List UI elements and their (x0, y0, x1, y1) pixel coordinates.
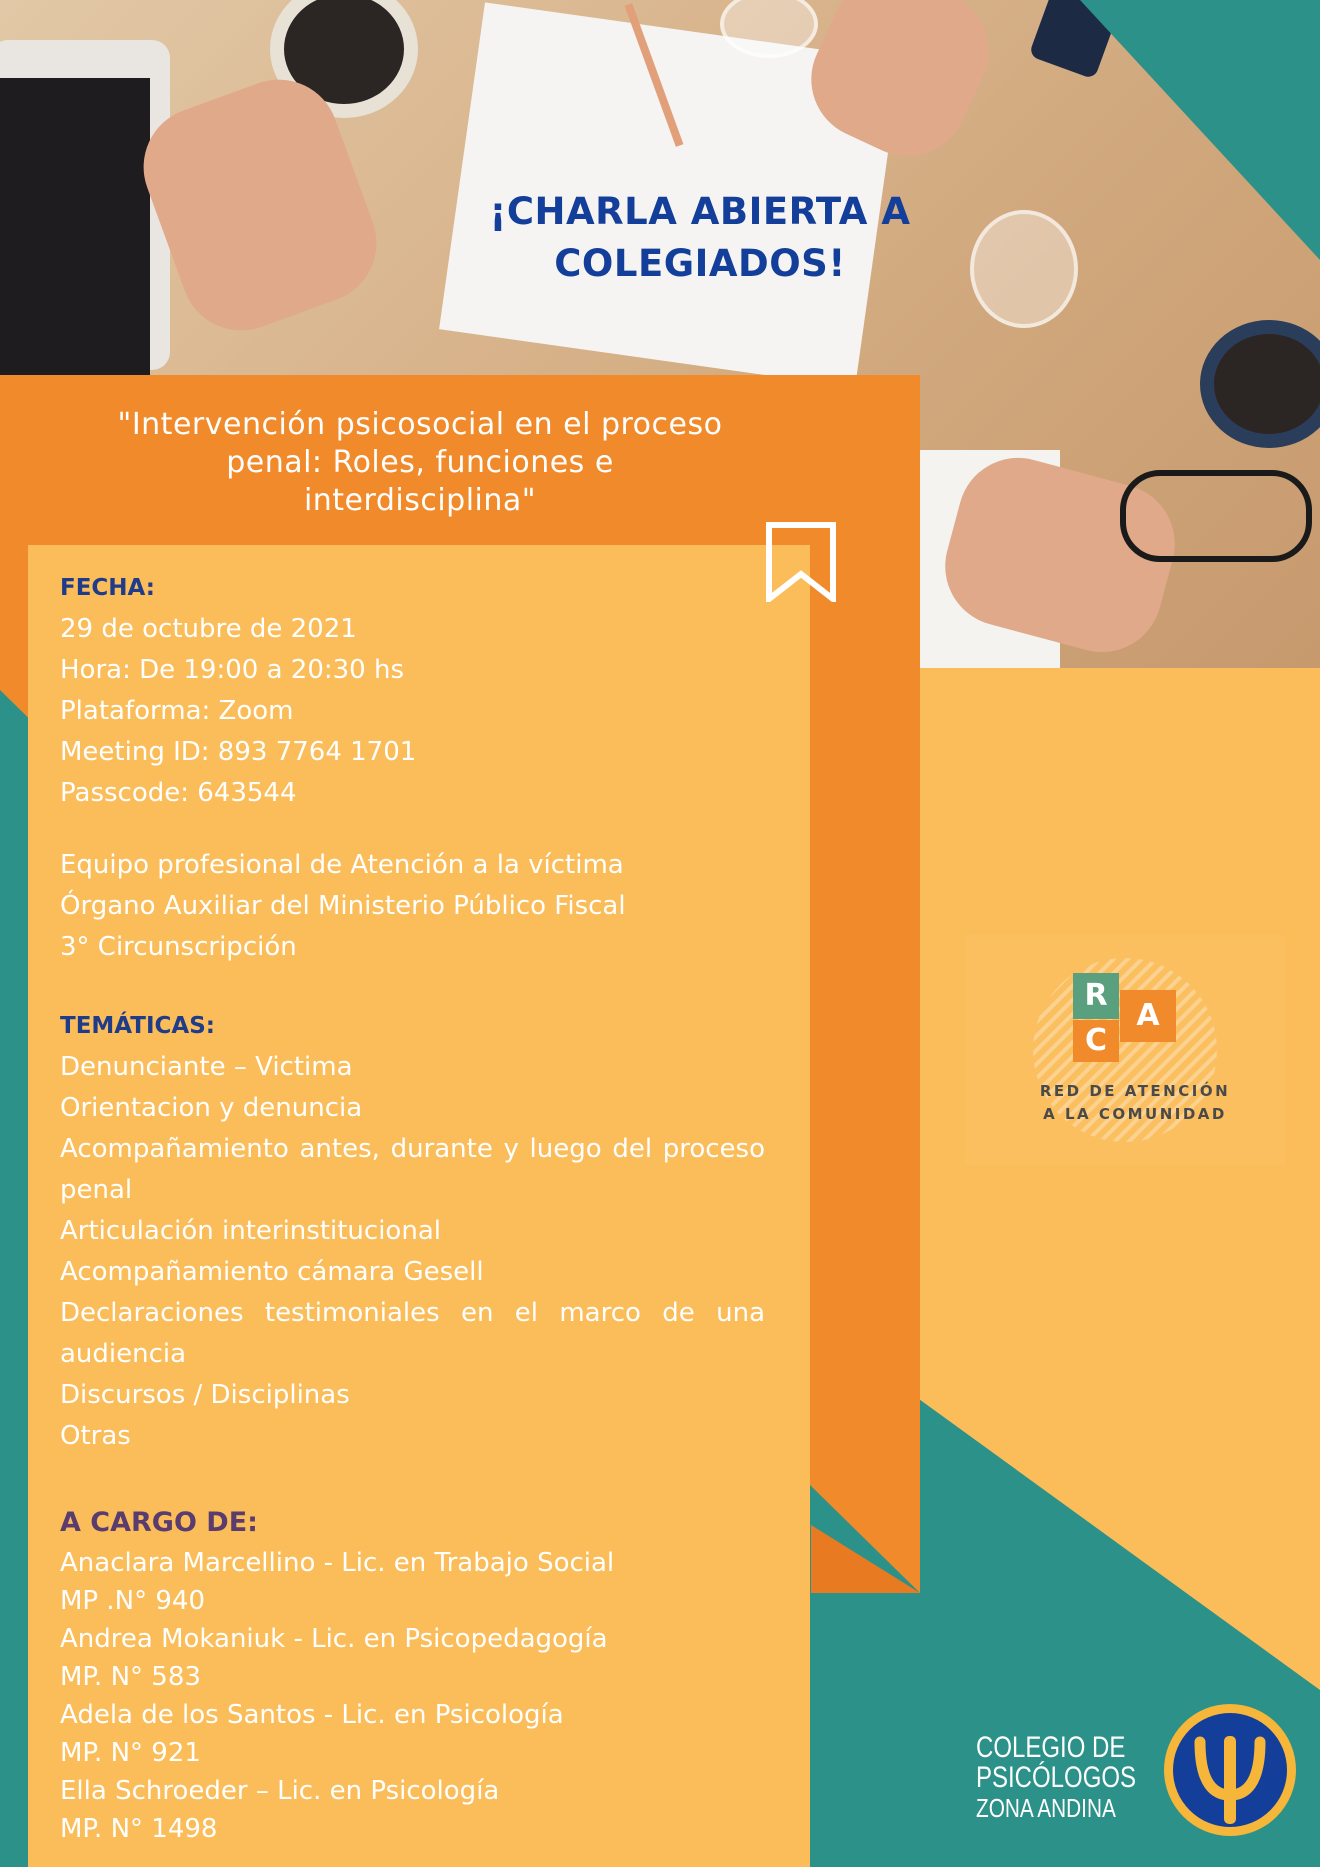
talk-title-line-1: "Intervención psicosocial en el proceso (117, 407, 723, 442)
speaker-name: Ella Schroeder – Lic. en Psicología (60, 1776, 500, 1806)
topic-item: Otras (60, 1421, 131, 1451)
rac-caption-line-1: RED DE ATENCIÓN (1039, 1082, 1231, 1100)
speaker-name: Anaclara Marcellino - Lic. en Trabajo Social (60, 1548, 615, 1578)
talk-title-line-3: interdisciplina" (303, 483, 537, 518)
colegio-line-3: ZONA ANDINA (976, 1793, 1116, 1823)
topics-block (60, 1006, 765, 1457)
organizer-block (60, 845, 765, 968)
speakers-label: A CARGO DE: (60, 1507, 258, 1538)
event-platform: Plataforma: Zoom (60, 696, 294, 726)
rac-caption (1015, 1080, 1255, 1126)
topic-item: Acompañamiento antes, durante y luego del proceso penal (60, 1134, 765, 1205)
speaker-mp: MP .N° 940 (60, 1586, 205, 1616)
speaker-name: Andrea Mokaniuk - Lic. en Psicopedagogía (60, 1624, 608, 1654)
topic-item: Articulación interinstitucional (60, 1216, 441, 1246)
speaker-mp: MP. N° 1498 (60, 1814, 218, 1844)
talk-title-line-2: penal: Roles, funciones e (226, 445, 614, 480)
organizer-line-3: 3° Circunscripción (60, 932, 297, 962)
headline (440, 186, 960, 290)
headline-line-1: ¡CHARLA ABIERTA A (489, 190, 911, 233)
speaker-mp: MP. N° 583 (60, 1662, 201, 1692)
psi-icon (1160, 1700, 1300, 1840)
organizer-line-2: Órgano Auxiliar del Ministerio Público Fiscal (60, 891, 626, 921)
rac-letter-a: A (1136, 998, 1160, 1033)
event-time: Hora: De 19:00 a 20:30 hs (60, 655, 404, 685)
topic-item: Orientacion y denuncia (60, 1093, 363, 1123)
talk-title (60, 406, 780, 520)
fecha-label: FECHA: (60, 575, 155, 601)
topic-item: Denunciante – Victima (60, 1052, 353, 1082)
rac-caption-line-2: A LA COMUNIDAD (1043, 1105, 1227, 1123)
topic-item: Declaraciones testimoniales en el marco de una audiencia (60, 1298, 765, 1369)
rac-letter-r: R (1084, 978, 1108, 1013)
rac-letter-c: C (1084, 1023, 1108, 1058)
headline-line-2: COLEGIADOS! (554, 242, 846, 285)
colegio-logo-text (976, 1733, 1176, 1823)
passcode: Passcode: 643544 (60, 778, 297, 808)
topic-item: Acompañamiento cámara Gesell (60, 1257, 484, 1287)
colegio-line-1: COLEGIO DE (976, 1731, 1126, 1764)
topic-item: Discursos / Disciplinas (60, 1380, 350, 1410)
rac-logo (965, 935, 1285, 1165)
speaker-mp: MP. N° 921 (60, 1738, 201, 1768)
event-date: 29 de octubre de 2021 (60, 614, 357, 644)
speaker-name: Adela de los Santos - Lic. en Psicología (60, 1700, 564, 1730)
colegio-line-2: PSICÓLOGOS (976, 1761, 1137, 1794)
organizer-line-1: Equipo profesional de Atención a la víctima (60, 850, 624, 880)
bookmark-icon (766, 522, 836, 602)
topics-label: TEMÁTICAS: (60, 1013, 215, 1039)
event-details (60, 568, 765, 814)
meeting-id: Meeting ID: 893 7764 1701 (60, 737, 417, 767)
speakers-block (60, 1502, 765, 1848)
